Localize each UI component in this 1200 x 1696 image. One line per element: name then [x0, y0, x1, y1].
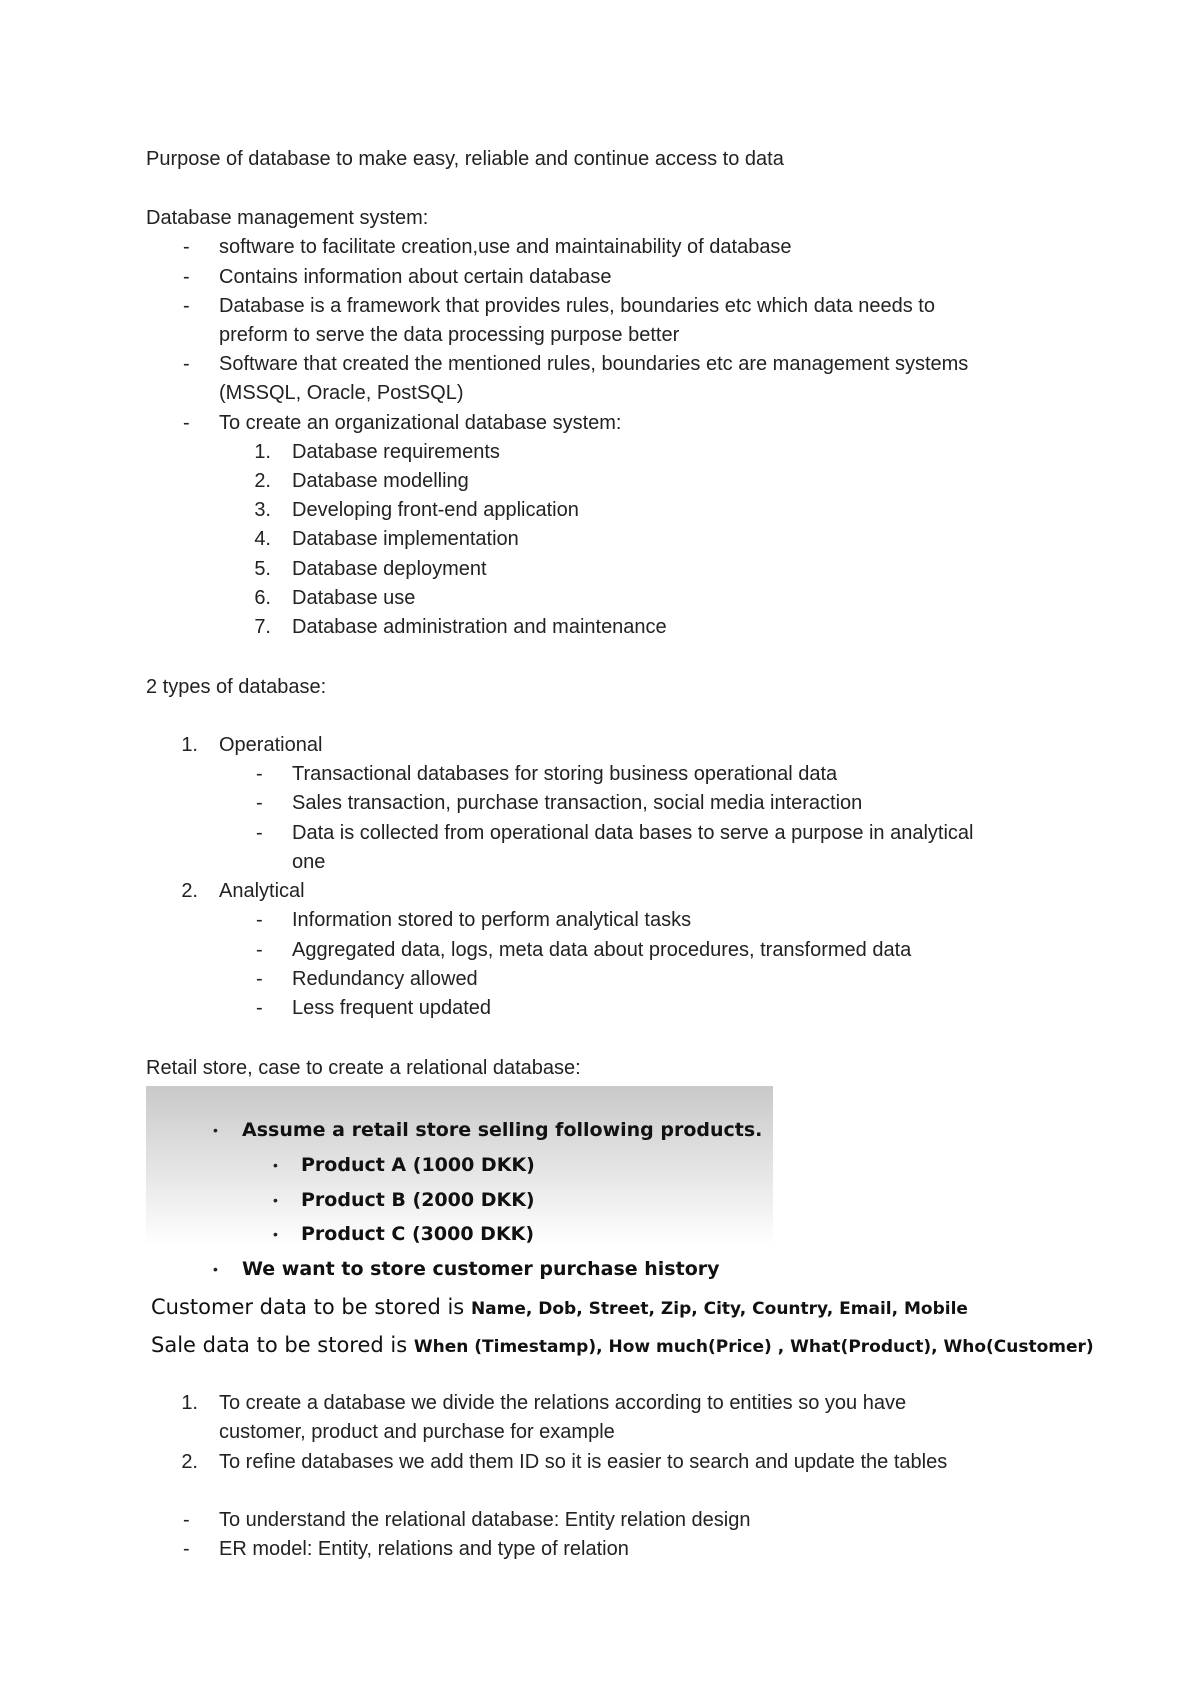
sale-data-fields: When (Timestamp), How much(Price) , What(Product), Who(Customer) — [413, 1337, 1094, 1357]
dbms-point: Software that created the mentioned rules, boundaries etc are management systems — [219, 353, 969, 375]
retail-note: To understand the relational database: Entity relation design — [219, 1509, 751, 1531]
sale-data-line — [151, 1331, 1094, 1361]
step-number: 2. — [181, 1451, 198, 1473]
dash-marker: - — [256, 822, 263, 844]
intro-text: Purpose of database to make easy, reliable and continue access to data — [146, 148, 784, 170]
customer-data-label: Customer data to be stored is — [151, 1295, 465, 1319]
dbms-step: Database deployment — [292, 558, 487, 580]
type-number: 1. — [181, 734, 198, 756]
retail-step: To create a database we divide the relations according to entities so you have — [219, 1392, 907, 1414]
type-number: 2. — [181, 880, 198, 902]
dash-marker: - — [256, 909, 263, 931]
dash-marker: - — [256, 763, 263, 785]
slide-product: Product B (2000 DKK) — [301, 1189, 535, 1211]
retail-step-continued: customer, product and purchase for example — [219, 1421, 615, 1443]
dash-marker: - — [183, 412, 190, 434]
operational-point: Transactional databases for storing business operational data — [292, 763, 838, 785]
dbms-step: Database use — [292, 587, 416, 609]
dash-marker: - — [183, 1538, 190, 1560]
retail-step: To refine databases we add them ID so it is easier to search and update the tables — [219, 1451, 948, 1473]
bullet-marker: • — [273, 1226, 278, 1242]
dbms-step: Database implementation — [292, 528, 519, 550]
type-title-analytical: Analytical — [219, 880, 305, 902]
step-number: 1. — [254, 441, 271, 463]
bullet-marker: • — [213, 1261, 218, 1277]
dash-marker: - — [256, 792, 263, 814]
analytical-point: Redundancy allowed — [292, 968, 478, 990]
dbms-heading: Database management system: — [146, 207, 429, 229]
analytical-point: Aggregated data, logs, meta data about procedures, transformed data — [292, 939, 912, 961]
step-number: 6. — [254, 587, 271, 609]
step-number: 2. — [254, 470, 271, 492]
type-title-operational: Operational — [219, 734, 323, 756]
sale-data-label: Sale data to be stored is — [151, 1333, 408, 1357]
bullet-marker: • — [213, 1122, 218, 1138]
dash-marker: - — [256, 997, 263, 1019]
customer-data-fields: Name, Dob, Street, Zip, City, Country, Email, Mobile — [470, 1299, 968, 1319]
slide-product: Product A (1000 DKK) — [301, 1154, 535, 1176]
dbms-point: To create an organizational database system: — [219, 412, 622, 434]
dash-marker: - — [183, 353, 190, 375]
dash-marker: - — [256, 968, 263, 990]
step-number: 4. — [254, 528, 271, 550]
dash-marker: - — [183, 266, 190, 288]
dbms-point: Contains information about certain database — [219, 266, 612, 288]
analytical-point: Information stored to perform analytical tasks — [292, 909, 692, 931]
slide-line: We want to store customer purchase history — [242, 1258, 720, 1280]
operational-point: Data is collected from operational data bases to serve a purpose in analytical — [292, 822, 974, 844]
customer-data-line — [151, 1293, 968, 1323]
bullet-marker: • — [273, 1192, 278, 1208]
dbms-point: software to facilitate creation,use and maintainability of database — [219, 236, 792, 258]
dbms-step: Database administration and maintenance — [292, 616, 667, 638]
retail-note: ER model: Entity, relations and type of relation — [219, 1538, 629, 1560]
step-number: 7. — [254, 616, 271, 638]
step-number: 5. — [254, 558, 271, 580]
dbms-step: Database modelling — [292, 470, 469, 492]
slide-product: Product C (3000 DKK) — [301, 1223, 535, 1245]
bullet-marker: • — [273, 1157, 278, 1173]
analytical-point: Less frequent updated — [292, 997, 492, 1019]
types-heading: 2 types of database: — [146, 676, 327, 698]
dash-marker: - — [183, 1509, 190, 1531]
step-number: 3. — [254, 499, 271, 521]
dbms-point: Database is a framework that provides rules, boundaries etc which data needs to — [219, 295, 935, 317]
dash-marker: - — [256, 939, 263, 961]
operational-point: Sales transaction, purchase transaction, social media interaction — [292, 792, 863, 814]
dbms-point-continued: (MSSQL, Oracle, PostSQL) — [219, 382, 464, 404]
step-number: 1. — [181, 1392, 198, 1414]
retail-heading: Retail store, case to create a relational database: — [146, 1057, 581, 1079]
slide-line: Assume a retail store selling following products. — [242, 1119, 763, 1141]
dbms-point-continued: preform to serve the data processing purpose better — [219, 324, 680, 346]
dbms-step: Developing front-end application — [292, 499, 579, 521]
dash-marker: - — [183, 236, 190, 258]
dbms-step: Database requirements — [292, 441, 500, 463]
dash-marker: - — [183, 295, 190, 317]
operational-point-continued: one — [292, 851, 326, 873]
